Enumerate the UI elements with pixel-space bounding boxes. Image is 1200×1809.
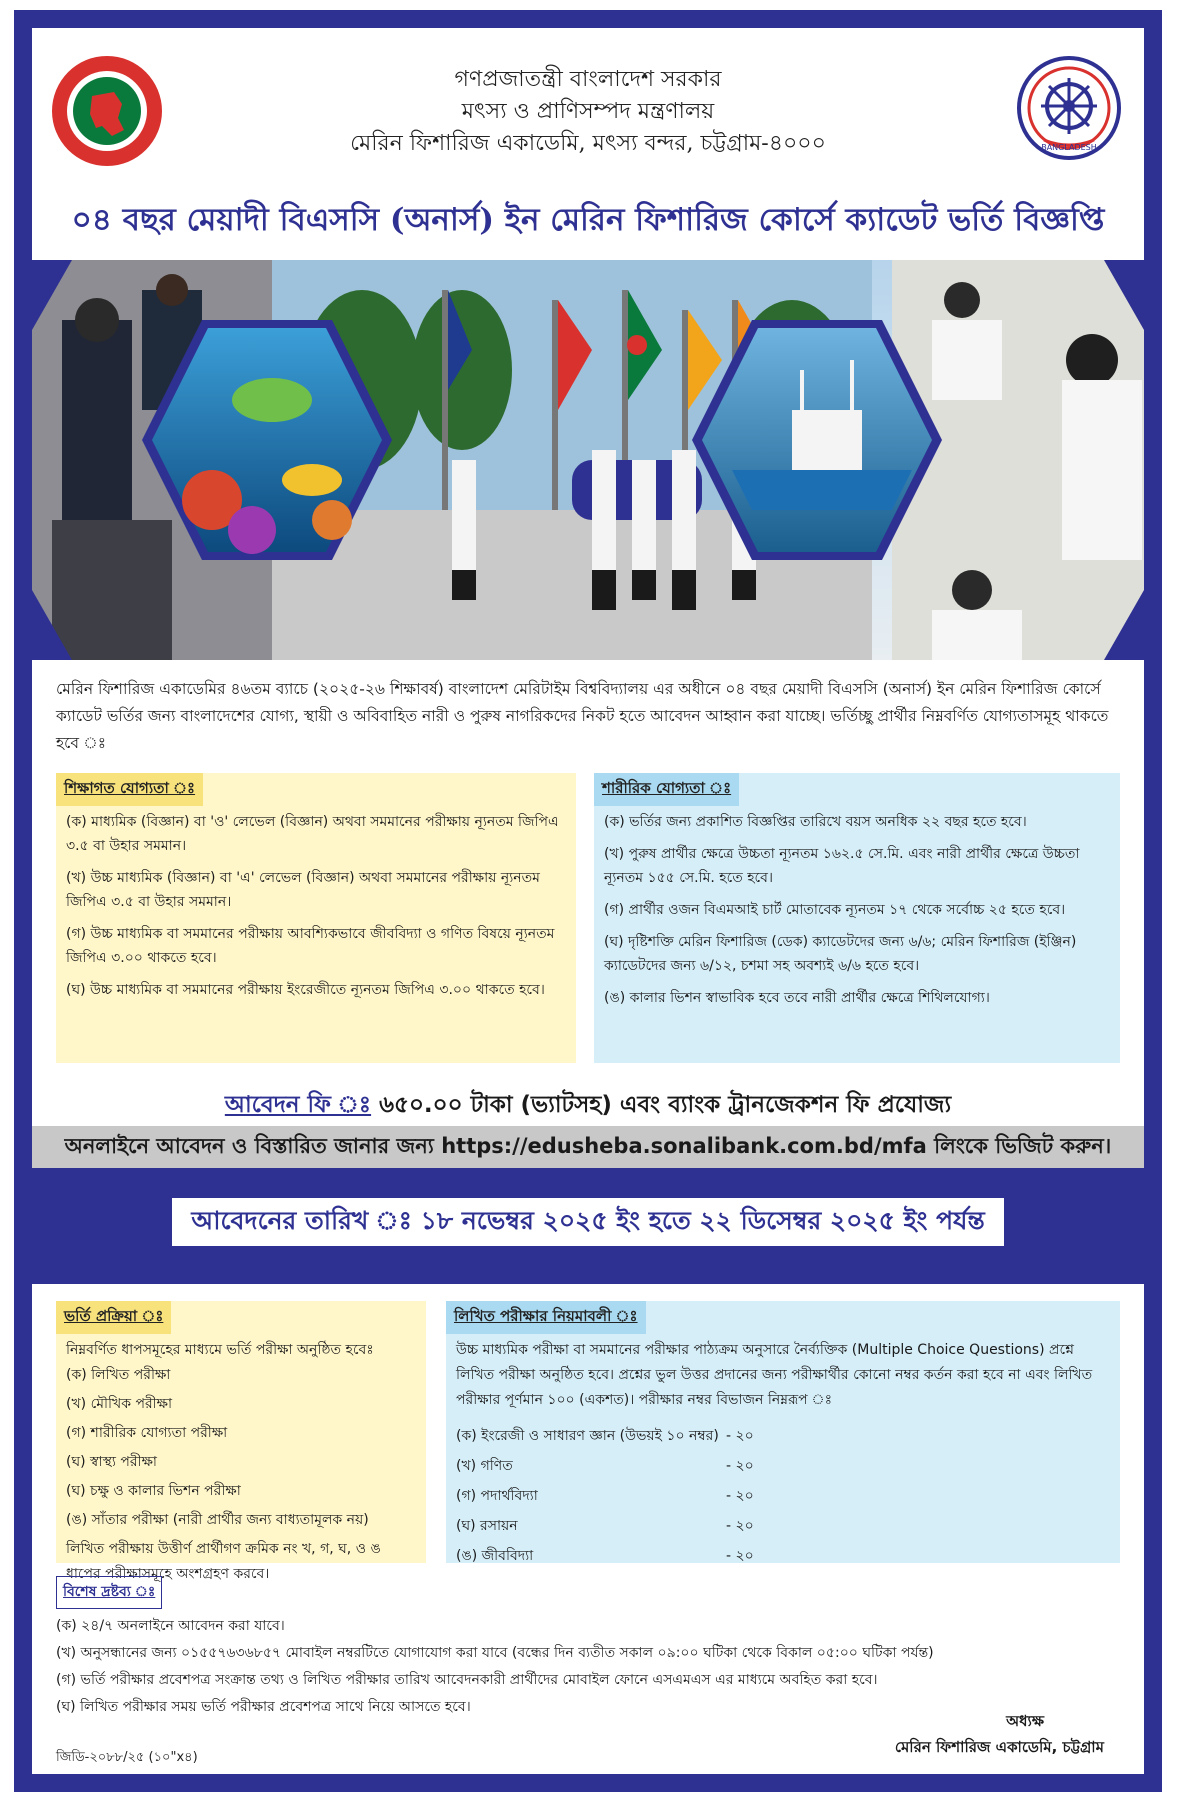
subject-name: (গ) পদার্থবিদ্যা	[456, 1488, 538, 1504]
photo-collage	[32, 260, 1144, 660]
admission-step: (ঘ) চক্ষু ও কালার ভিশন পরীক্ষা	[66, 1483, 241, 1499]
fee-text: ৬৫০.০০ টাকা (ভ্যাটসহ) এবং ব্যাংক ট্রানজেকশন ফি প্রযোজ্য	[379, 1092, 952, 1118]
notes-heading: বিশেষ দ্রষ্টব্য ঃ	[56, 1576, 162, 1609]
physical-box	[594, 773, 1120, 1063]
education-heading: শিক্ষাগত যোগ্যতা ঃ	[56, 773, 203, 806]
org-line-govt: গণপ্রজাতন্ত্রী বাংলাদেশ সরকার	[454, 67, 722, 92]
subject-row	[456, 1421, 1110, 1451]
signature-block	[895, 1708, 1104, 1760]
written-exam-box	[446, 1301, 1120, 1563]
page-border	[14, 10, 1162, 1792]
admission-footer: লিখিত পরীক্ষায় উত্তীর্ণ প্রার্থীগণ ক্রমিক নং খ, গ, ঘ, ও ঙ ধাপের পরীক্ষাসমূহে অংশগ্রহণ করবে।	[66, 1541, 381, 1582]
application-fee	[32, 1086, 1144, 1125]
header	[32, 28, 1144, 260]
note-item: (ক) ২৪/৭ অনলাইনে আবেদন করা যাবে।	[56, 1618, 285, 1634]
application-date: আবেদনের তারিখ ঃ ১৮ নভেম্বর ২০২৫ ইং হতে ২২ ডিসেম্বর ২০২৫ ইং পর্যন্ত	[172, 1198, 1004, 1246]
subject-name: (খ) গণিত	[456, 1458, 513, 1474]
bangladesh-govt-emblem-icon	[52, 56, 162, 166]
notice-body	[32, 28, 1144, 1774]
admission-steps	[66, 1363, 416, 1533]
education-item: (খ) উচ্চ মাধ্যমিক (বিজ্ঞান) বা 'এ' লেভেল (বিজ্ঞান) অথবা সমমানের পরীক্ষায় ন্যূনতম জিপিএ ৩.৫ বা উহার সমমান।	[66, 870, 540, 910]
subject-marks-value: - ২০	[726, 1488, 754, 1504]
signature-title: অধ্যক্ষ	[1006, 1712, 1044, 1730]
physical-item: (গ) প্রার্থীর ওজন বিএমআই চার্ট মোতাবেক ন্যূনতম ১৭ থেকে সর্বোচ্চ ২৫ হতে হবে।	[604, 902, 1066, 918]
note-item: (খ) অনুসন্ধানের জন্য ০১৫৫৭৬৩৬৮৫৭ মোবাইল নম্বরটিতে যোগাযোগ করা যাবে (বন্ধের দিন ব্যতীত সকাল ০৯:০০ ঘটিকা থেকে বিকাল ০৫:০০ ঘটিকা পর্যন্ত)	[56, 1645, 934, 1661]
education-box	[56, 773, 576, 1063]
admission-step: (ঘ) স্বাস্থ্য পরীক্ষা	[66, 1454, 157, 1470]
subject-name: (ঘ) রসায়ন	[456, 1518, 518, 1534]
org-line-ministry: মৎস্য ও প্রাণিসম্পদ মন্ত্রণালয়	[461, 99, 715, 124]
signature-org: মেরিন ফিশারিজ একাডেমি, চট্টগ্রাম	[894, 1738, 1104, 1756]
admission-step: (গ) শারীরিক যোগ্যতা পরীক্ষা	[66, 1425, 228, 1441]
education-item: (ঘ) উচ্চ মাধ্যমিক বা সমমানের পরীক্ষায় ইংরেজীতে ন্যূনতম জিপিএ ৩.০০ থাকতে হবে।	[66, 982, 545, 998]
marine-fisheries-academy-logo-icon	[1014, 50, 1124, 170]
written-heading: লিখিত পরীক্ষার নিয়মাবলী ঃ	[446, 1301, 646, 1334]
subject-marks	[456, 1421, 1110, 1571]
admission-step: (ঙ) সাঁতার পরীক্ষা (নারী প্রার্থীর জন্য বাধ্যতামূলক নয়)	[66, 1512, 369, 1528]
admission-box	[56, 1301, 426, 1582]
physical-heading: শারীরিক যোগ্যতা ঃ	[594, 773, 739, 806]
admission-step: (ক) লিখিত পরীক্ষা	[66, 1367, 171, 1383]
physical-item: (ক) ভর্তির জন্য প্রকাশিত বিজ্ঞপ্তির তারিখে বয়স অনধিক ২২ বছর হতে হবে।	[604, 814, 1027, 830]
subject-marks-value: - ২০	[726, 1458, 754, 1474]
subject-name: (ক) ইংরেজী ও সাধারণ জ্ঞান (উভয়ই ১০ নম্বর)	[456, 1428, 719, 1444]
gd-code: জিডি-২০৮৮/২৫ (১০"x৪)	[56, 1750, 198, 1765]
logo-text: BANGLADESH	[1041, 143, 1097, 152]
subject-name: (ঙ) জীববিদ্যা	[456, 1548, 534, 1564]
subject-row	[456, 1451, 1110, 1481]
note-item: (গ) ভর্তি পরীক্ষার প্রবেশপত্র সংক্রান্ত তথ্য ও লিখিত পরীক্ষার তারিখ আবেদনকারী প্রার্থীদের মোবাইল ফোনে এসএমএস এর মাধ্যমে অবহিত করা হবে।	[56, 1672, 878, 1688]
subject-row	[456, 1541, 1110, 1571]
education-item: (গ) উচ্চ মাধ্যমিক বা সমমানের পরীক্ষায় আবশ্যিকভাবে জীববিদ্যা ও গণিত বিষয়ে ন্যূনতম জিপিএ ৩.০০ থাকতে হবে।	[66, 926, 555, 966]
admission-intro: নিম্নবর্ণিত ধাপসমূহের মাধ্যমে ভর্তি পরীক্ষা অনুষ্ঠিত হবেঃ	[66, 1342, 374, 1358]
notice-title: ০৪ বছর মেয়াদী বিএসসি (অনার্স) ইন মেরিন ফিশারিজ কোর্সে ক্যাডেট ভর্তি বিজ্ঞপ্তি	[71, 202, 1105, 238]
note-item: (ঘ) লিখিত পরীক্ষার সময় ভর্তি পরীক্ষার প্রবেশপত্র সাথে নিয়ে আসতে হবে।	[56, 1699, 471, 1715]
physical-item: (ঘ) দৃষ্টিশক্তি মেরিন ফিশারিজ (ডেক) ক্যাডেটদের জন্য ৬/৬; মেরিন ফিশারিজ (ইঞ্জিন) ক্যাডেটদের জন্য ৬/১২, চশমা সহ অবশ্যই ৬/৬ হতে হবে।	[604, 934, 1077, 974]
education-item: (ক) মাধ্যমিক (বিজ্ঞান) বা 'ও' লেভেল (বিজ্ঞান) অথবা সমমানের পরীক্ষায় ন্যূনতম জিপিএ ৩.৫ বা উহার সমমান।	[66, 814, 559, 854]
admission-heading: ভর্তি প্রক্রিয়া ঃ	[56, 1301, 171, 1334]
subject-row	[456, 1511, 1110, 1541]
fee-label: আবেদন ফি ঃ	[224, 1092, 372, 1118]
subject-row	[456, 1481, 1110, 1511]
intro-paragraph: মেরিন ফিশারিজ একাডেমির ৪৬তম ব্যাচে (২০২৫-২৬ শিক্ষাবর্ষ) বাংলাদেশ মেরিটাইম বিশ্ববিদ্যালয় এর অধীনে ০৪ বছর মেয়াদী বিএসসি (অনার্স) ইন মেরিন ফিশারিজ কোর্সে ক্যাডেট ভর্তির জন্য বাংলাদেশের যোগ্য, স্থায়ী ও অবিবাহিত নারী ও পুরুষ নাগরিকদের নিকট হতে আবেদন আহ্বান করা যাচ্ছে। ভর্তিচ্ছু প্রার্থীর নিম্নবর্ণিত যোগ্যতাসমূহ থাকতে হবে ঃ	[56, 680, 1109, 752]
admission-step: (খ) মৌখিক পরীক্ষা	[66, 1396, 173, 1412]
special-notes	[56, 1576, 1120, 1721]
physical-item: (খ) পুরুষ প্রার্থীর ক্ষেত্রে উচ্চতা ন্যূনতম ১৬২.৫ সে.মি. এবং নারী প্রার্থীর ক্ষেত্রে উচ্চতা ন্যূনতম ১৫৫ সে.মি. হতে হবে।	[604, 846, 1080, 886]
org-name-block	[232, 64, 944, 160]
subject-marks-value: - ২০	[726, 1518, 754, 1534]
subject-marks-value: - ২০	[726, 1428, 754, 1444]
physical-item: (ঙ) কালার ভিশন স্বাভাবিক হবে তবে নারী প্রার্থীর ক্ষেত্রে শিথিলযোগ্য।	[604, 990, 990, 1006]
written-text: উচ্চ মাধ্যমিক পরীক্ষা বা সমমানের পরীক্ষার পাঠ্যক্রম অনুসারে নৈর্ব্যক্তিক (Multiple Choice Questions) প্রশ্নে লিখিত পরীক্ষা অনুষ্ঠিত হবে। প্রশ্নের ভুল উত্তর প্রদানের জন্য পরীক্ষার্থীর কোনো নম্বর কর্তন করা হবে না এবং লিখিত পরীক্ষার পূর্ণমান ১০০ (একশত)। পরীক্ষার নম্বর বিভাজন নিম্নরূপ ঃ	[456, 1342, 1093, 1408]
org-line-academy: মেরিন ফিশারিজ একাডেমি, মৎস্য বন্দর, চট্টগ্রাম-৪০০০	[350, 131, 826, 156]
subject-marks-value: - ২০	[726, 1548, 754, 1564]
online-apply-link[interactable]: অনলাইনে আবেদন ও বিস্তারিত জানার জন্য https://edusheba.sonalibank.com.bd/mfa লিংকে ভিজিট করুন।	[32, 1126, 1144, 1168]
